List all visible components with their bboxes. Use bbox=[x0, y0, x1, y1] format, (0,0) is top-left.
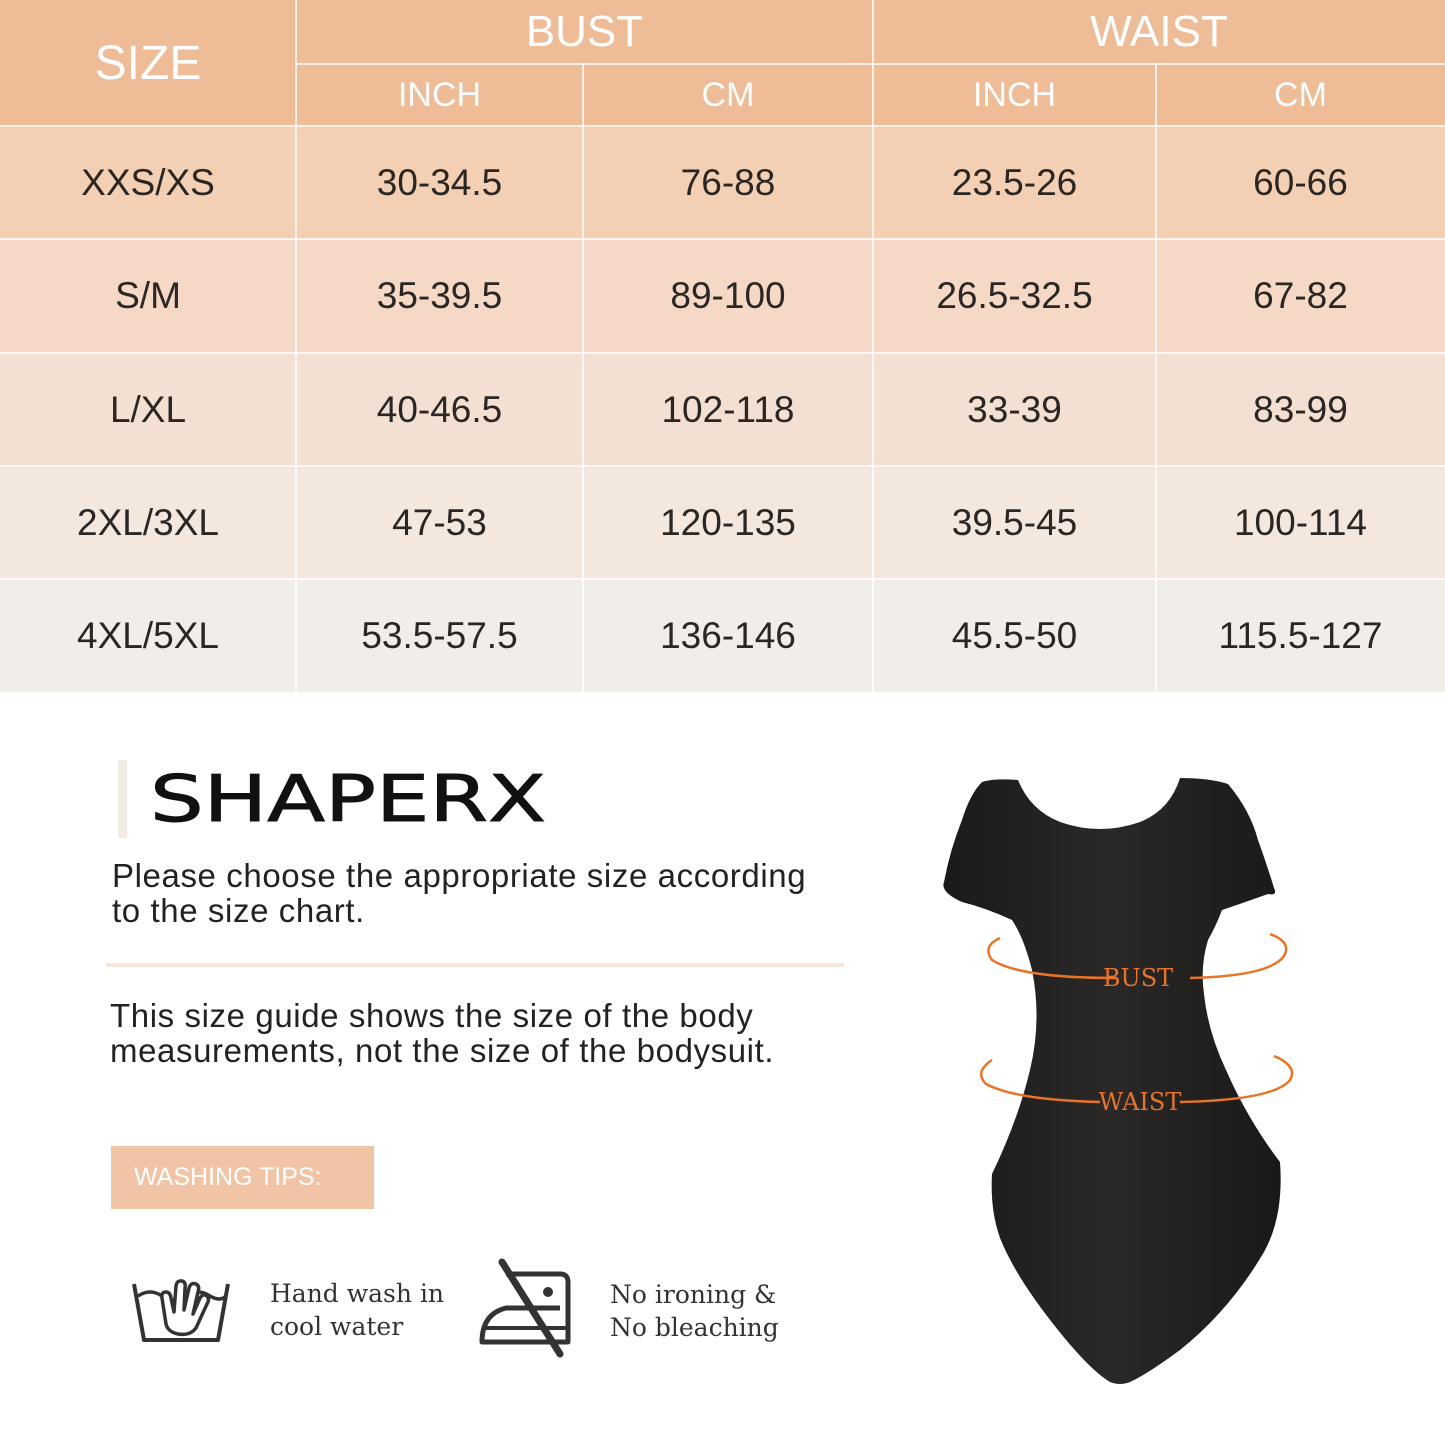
bust-inch-cell: 40-46.5 bbox=[376, 388, 503, 430]
hand-wash-line-1: Hand wash in bbox=[270, 1279, 445, 1308]
waist-group-header: WAIST bbox=[873, 0, 1445, 64]
table-divider bbox=[872, 0, 874, 692]
bust-cm-cell: 120-135 bbox=[660, 501, 796, 543]
waist-inch-cell: 26.5-32.5 bbox=[936, 275, 1093, 316]
bust-cm-cell: 89-100 bbox=[670, 275, 786, 316]
bust-inch-cell: 35-39.5 bbox=[376, 275, 503, 316]
washing-tips-label bbox=[111, 1146, 374, 1209]
bust-inch-header: INCH bbox=[296, 64, 583, 126]
hand-wash-line-2: cool water bbox=[270, 1312, 404, 1341]
waist-cm-cell: 100-114 bbox=[1233, 501, 1368, 543]
table-row bbox=[0, 126, 1445, 239]
no-iron-text bbox=[610, 1278, 779, 1344]
no-iron-line-2: No bleaching bbox=[610, 1313, 779, 1342]
waist-cm-header: CM bbox=[1156, 64, 1445, 126]
no-iron-icon bbox=[476, 1258, 574, 1358]
brand-accent-bar bbox=[118, 760, 127, 838]
table-divider bbox=[295, 0, 297, 692]
size-cell: 4XL/5XL bbox=[77, 614, 219, 656]
table-row bbox=[0, 239, 1445, 353]
waist-cm-cell: 115.5-127 bbox=[1218, 614, 1383, 656]
table-divider bbox=[582, 64, 584, 692]
bust-cm-cell: 136-146 bbox=[660, 614, 796, 656]
waist-cm-cell: 67-82 bbox=[1253, 275, 1348, 316]
waist-inch-cell: 45.5-50 bbox=[951, 614, 1078, 656]
table-row bbox=[0, 353, 1445, 466]
shaperx-logo bbox=[148, 768, 548, 828]
table-row bbox=[0, 466, 1445, 579]
waist-cm-cell: 83-99 bbox=[1253, 388, 1348, 430]
washing-tips-title: WASHING TIPS: bbox=[134, 1163, 322, 1191]
table-divider bbox=[0, 578, 1445, 580]
size-cell: S/M bbox=[115, 275, 181, 316]
bust-cm-cell: 102-118 bbox=[661, 388, 795, 430]
bust-cm-cell: 76-88 bbox=[680, 161, 776, 203]
table-row bbox=[0, 579, 1445, 692]
table-divider bbox=[0, 125, 1445, 127]
hand-wash-icon bbox=[130, 1262, 232, 1344]
choose-size-text: Please choose the appropriate size according to the size chart. bbox=[112, 857, 807, 929]
bodysuit-illustration bbox=[930, 770, 1310, 1390]
section-divider bbox=[106, 963, 844, 967]
waist-inch-header: INCH bbox=[873, 64, 1156, 126]
bust-inch-cell: 30-34.5 bbox=[376, 161, 503, 203]
waist-inch-cell: 33-39 bbox=[967, 388, 1062, 430]
bust-cm-header: CM bbox=[583, 64, 873, 126]
bust-inch-cell: 53.5-57.5 bbox=[361, 614, 518, 656]
size-cell: L/XL bbox=[109, 388, 187, 430]
size-guide-note: This size guide shows the size of the body measurements, not the size of the bodysuit. bbox=[110, 997, 775, 1069]
table-divider bbox=[296, 63, 1445, 65]
waist-cm-cell: 60-66 bbox=[1253, 161, 1348, 203]
table-divider bbox=[1155, 64, 1157, 692]
waist-inch-cell: 23.5-26 bbox=[951, 161, 1078, 203]
table-divider bbox=[0, 465, 1445, 467]
hand-wash-text bbox=[270, 1277, 444, 1343]
size-chart-table bbox=[0, 0, 1445, 692]
logo-text: SHAPERX bbox=[150, 768, 546, 828]
waist-label: WAIST bbox=[1098, 1088, 1182, 1116]
bust-inch-cell: 47-53 bbox=[392, 501, 487, 543]
bust-label: BUST bbox=[1102, 964, 1174, 992]
table-divider bbox=[0, 238, 1445, 240]
bodysuit-shape bbox=[943, 778, 1280, 1384]
table-divider bbox=[0, 352, 1445, 354]
size-column-header: SIZE bbox=[0, 0, 296, 126]
no-iron-line-1: No ironing & bbox=[610, 1280, 777, 1309]
bust-group-header: BUST bbox=[296, 0, 873, 64]
waist-inch-cell: 39.5-45 bbox=[951, 501, 1078, 543]
size-cell: 2XL/3XL bbox=[77, 501, 219, 543]
size-cell: XXS/XS bbox=[81, 161, 215, 203]
